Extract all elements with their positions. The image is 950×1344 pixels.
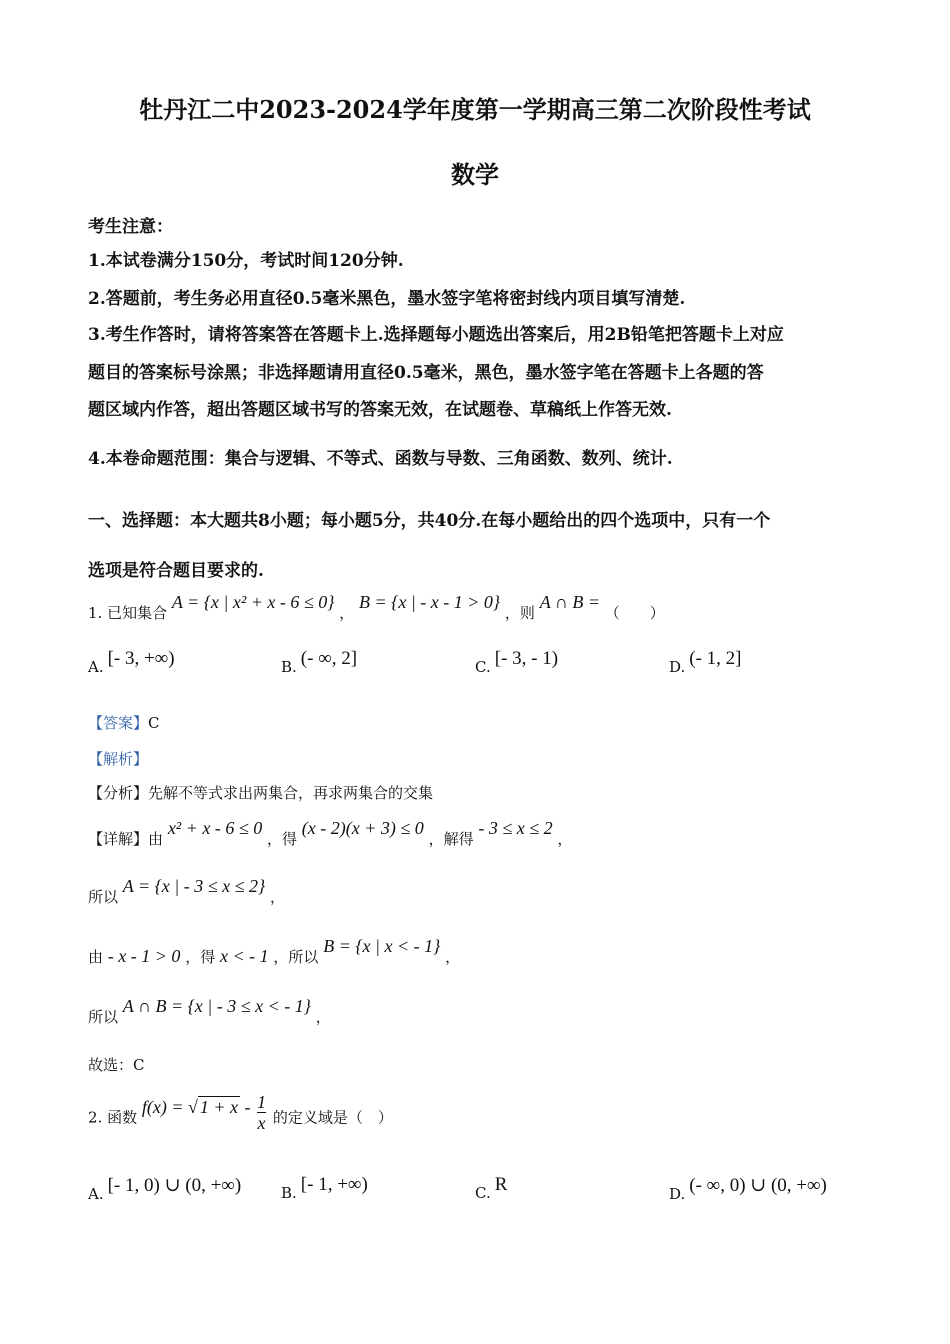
section-heading-1: 一、选择题：本大题共8小题；每小题5分，共40分.在每小题给出的四个选项中，只有一个 (88, 511, 771, 531)
q1-option-b[interactable]: B. (- ∞, 2] (281, 648, 358, 676)
exam-title: 牡丹江二中2023-2024学年度第一学期高三第二次阶段性考试 (139, 95, 811, 124)
q1-set-b-result: B = {x | x < - 1} (323, 936, 441, 956)
q2-fraction: $\frac{1}{x}$ (257, 1092, 267, 1133)
q1-fenxi: 【分析】先解不等式求出两集合，再求两集合的交集 (88, 784, 434, 802)
notice-line-3a: 3.考生作答时，请将答案答在答题卡上.选择题每小题选出答案后，用2B铅笔把答题卡上对应 (88, 325, 784, 345)
notice-line-3c: 题区域内作答，超出答题区域书写的答案无效，在试题卷、草稿纸上作答无效. (88, 400, 672, 420)
q2-sqrt: 1 + x (199, 1096, 239, 1117)
q2-suffix: 的定义域是（ ） (272, 1108, 393, 1127)
q2-option-a[interactable]: A. [- 1, 0) ∪ (0, +∞) (88, 1175, 242, 1203)
notice-line-1: 1.本试卷满分150分，考试时间120分钟. (88, 251, 404, 271)
answer-value: C (148, 714, 160, 732)
q2-func: f(x) = (141, 1096, 188, 1117)
q1-ineq-5: x < - 1 (220, 946, 269, 966)
q1-expr: A ∩ B = (539, 592, 600, 612)
q1-comma: ， (339, 604, 355, 622)
notice-heading: 考生注意： (88, 217, 173, 237)
q1-set-b: B = {x | - x - 1 > 0} (359, 592, 501, 612)
q2-option-c[interactable]: C. R (475, 1174, 508, 1202)
q1-option-d[interactable]: D. (- 1, 2] (669, 648, 742, 676)
q1-set-a-result: A = {x | - 3 ≤ x ≤ 2} (122, 876, 266, 896)
q1-analysis-tag: 【解析】 (88, 750, 149, 768)
sqrt-icon: √ (188, 1096, 198, 1117)
q1-so-a: 所以 A = {x | - 3 ≤ x ≤ 2} ， (88, 876, 285, 906)
q2-option-d[interactable]: D. (- ∞, 0) ∪ (0, +∞) (669, 1175, 827, 1203)
subject-title: 数学 (451, 160, 499, 189)
q1-paren: （ ） (604, 604, 665, 622)
section-heading-2: 选项是符合题目要求的. (88, 561, 264, 581)
q1-ineq-4: - x - 1 > 0 (107, 946, 181, 966)
q1-from-b: 由 - x - 1 > 0 ，得 x < - 1 ，所以 B = {x | x < - 1} ， (88, 936, 461, 966)
q1-set-a: A = {x | x² + x - 6 ≤ 0} (171, 592, 335, 612)
notice-line-4: 4.本卷命题范围：集合与逻辑、不等式、函数与导数、三角函数、数列、统计. (88, 449, 673, 469)
q1-intersection-result: A ∩ B = {x | - 3 ≤ x < - 1} (122, 996, 311, 1016)
q1-choose: 故选：C (88, 1056, 145, 1074)
answer-tag: 【答案】 (88, 714, 149, 732)
q1-intersection: 所以 A ∩ B = {x | - 3 ≤ x < - 1} ， (88, 996, 331, 1026)
q2-prefix: 2. 函数 (88, 1108, 138, 1127)
question-2: 2. 函数 f(x) = √ 1 + x - $\frac{1}{x}$ 的定义域是（ ） (88, 1092, 393, 1133)
q1-option-a[interactable]: A. [- 3, +∞) (88, 648, 175, 676)
q1-ineq-2: (x - 2)(x + 3) ≤ 0 (301, 818, 424, 838)
q1-option-c[interactable]: C. [- 3, - 1) (475, 648, 559, 676)
q1-ineq-3: - 3 ≤ x ≤ 2 (478, 818, 553, 838)
notice-line-2: 2.答题前，考生务必用直径0.5毫米黑色，墨水签字笔将密封线内项目填写清楚. (88, 289, 686, 309)
q1-detail: 【详解】由 x² + x - 6 ≤ 0 ，得 (x - 2)(x + 3) ≤ 0 ，解得 - 3 ≤ x ≤ 2 ， (88, 818, 573, 848)
q2-option-b[interactable]: B. [- 1, +∞) (281, 1174, 368, 1202)
q1-ineq-1: x² + x - 6 ≤ 0 (167, 818, 263, 838)
q1-prefix: 1. 已知集合 (88, 604, 168, 622)
question-1 (88, 592, 665, 623)
q1-answer (88, 712, 160, 733)
q1-mid: ，则 (504, 604, 535, 622)
notice-line-3b: 题目的答案标号涂黑；非选择题请用直径0.5毫米，黑色，墨水签字笔在答题卡上各题的答 (88, 363, 764, 383)
